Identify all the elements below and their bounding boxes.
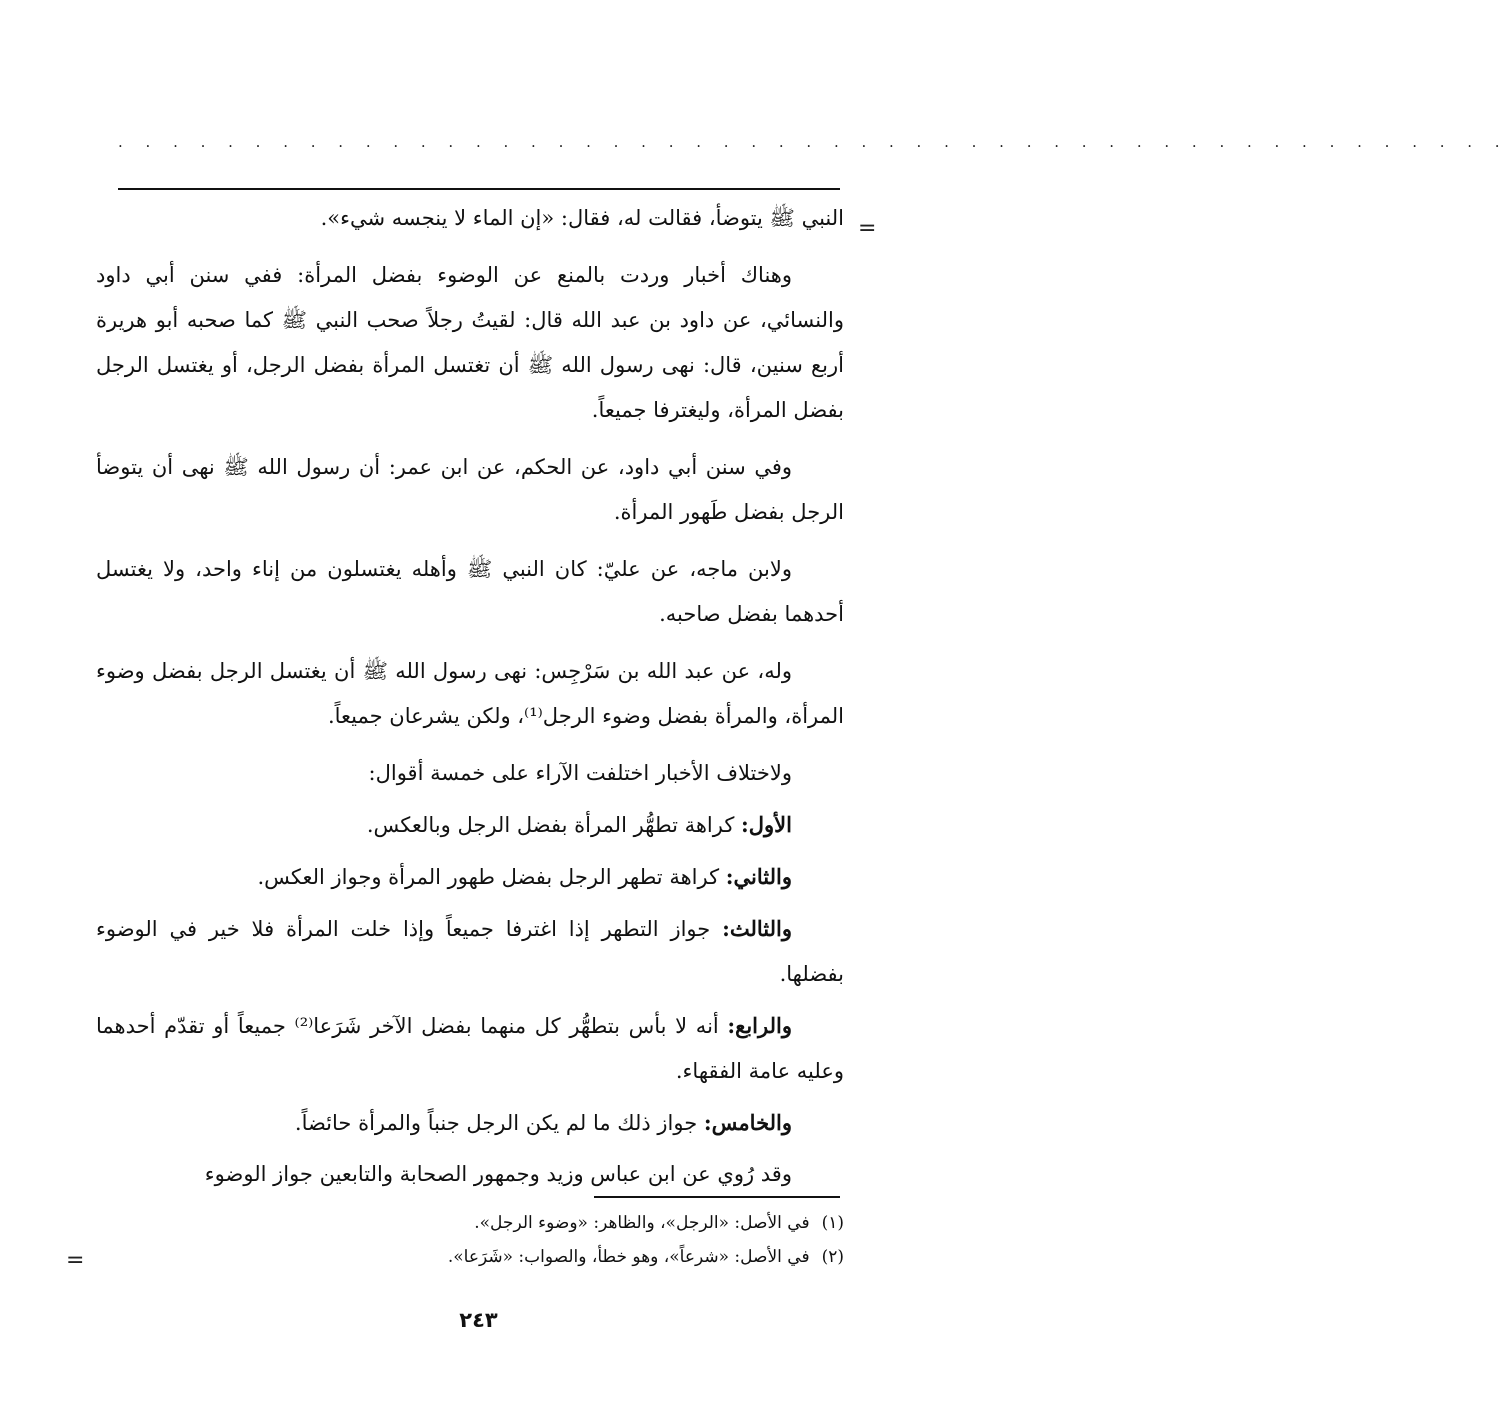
opinion-first-text: كراهة تطهُّر المرأة بفضل الرجل وبالعكس. <box>366 813 735 837</box>
paragraph-abu-dawud-nasai: وهناك أخبار وردت بالمنع عن الوضوء بفضل المرأة: ففي سنن أبي داود والنسائي، عن داود بن عبد الله قال: لقيتُ رجلاً صحب النبي ﷺ كما صحبه أبو هريرة أربع سنين، قال: نهى رسول الله ﷺ أن تغتسل المرأة بفضل الرجل، أو يغتسل الرجل بفضل المرأة، وليغترفا جميعاً. <box>96 263 844 422</box>
footnote-2-text: في الأصل: «شرعاً»، وهو خطأ، والصواب: «شَرَعا». <box>447 1247 810 1267</box>
footnote-2 <box>300 1240 844 1274</box>
footnote-rule <box>594 1196 840 1198</box>
footnote-1-text: في الأصل: «الرجل»، والظاهر: «وضوء الرجل». <box>474 1213 810 1233</box>
opinion-third <box>96 906 844 997</box>
footnote-1 <box>300 1206 844 1240</box>
page-body <box>96 196 844 1209</box>
page-number: ٢٤٣ <box>459 1308 498 1332</box>
paragraph-opinions-intro: ولاختلاف الأخبار اختلفت الآراء على خمسة أقوال: <box>368 761 792 785</box>
paragraph-ibn-abbas: وقد رُوي عن ابن عباس وزيد وجمهور الصحابة والتابعين جواز الوضوء <box>204 1162 792 1186</box>
header-rule <box>118 188 840 190</box>
opinion-second-text: كراهة تطهر الرجل بفضل طهور المرأة وجواز العكس. <box>257 865 720 889</box>
footnote-2-number: (٢) <box>821 1247 844 1267</box>
opinion-first <box>96 802 844 848</box>
opinion-fifth-text: جواز ذلك ما لم يكن الرجل جنباً والمرأة حائضاً. <box>294 1111 698 1135</box>
opinion-second <box>96 854 844 900</box>
opinion-third-text: جواز التطهر إذا اغترفا جميعاً وإذا خلت المرأة فلا خير في الوضوء بفضلها. <box>96 917 844 986</box>
footnotes <box>300 1206 844 1274</box>
opinion-fourth-text: أنه لا بأس بتطهُّر كل منهما بفضل الآخر شَرَعا⁽²⁾ جميعاً أو تقدّم أحدهما وعليه عامة الفقهاء. <box>96 1014 844 1083</box>
paragraph-ibn-umar: وفي سنن أبي داود، عن الحكم، عن ابن عمر: أن رسول الله ﷺ نهى أن يتوضأ الرجل بفضل طَهور المرأة. <box>96 455 844 524</box>
margin-mark-bottom: = <box>66 1248 85 1273</box>
header-dotted-line: . . . . . . . . . . . . . . . . . . . . . . . . . . . . . . . . . . . . . . . . . . . . . . . . . . . <box>118 133 1509 151</box>
opinion-second-lead: والثاني: <box>725 864 792 889</box>
paragraph-ibn-majah: ولابن ماجه، عن عليّ: كان النبي ﷺ وأهله يغتسلون من إناء واحد، ولا يغتسل أحدهما بفضل صاحبه. <box>96 557 844 626</box>
paragraph-continuation: النبي ﷺ يتوضأ، فقالت له، فقال: «إن الماء لا ينجسه شيء». <box>320 206 844 230</box>
opinion-fourth <box>96 1003 844 1094</box>
footnote-1-number: (١) <box>821 1213 844 1233</box>
opinion-fourth-lead: والرابع: <box>727 1013 792 1038</box>
opinion-fifth <box>96 1100 844 1146</box>
paragraph-abdullah-sarjis: وله، عن عبد الله بن سَرْجِس: نهى رسول الله ﷺ أن يغتسل الرجل بفضل وضوء المرأة، والمرأة بفضل وضوء الرجل⁽¹⁾، ولكن يشرعان جميعاً. <box>96 659 844 728</box>
opinion-first-lead: الأول: <box>741 812 792 837</box>
opinion-third-lead: والثالث: <box>722 916 792 941</box>
margin-mark-top: = <box>858 216 877 241</box>
opinion-fifth-lead: والخامس: <box>703 1110 792 1135</box>
